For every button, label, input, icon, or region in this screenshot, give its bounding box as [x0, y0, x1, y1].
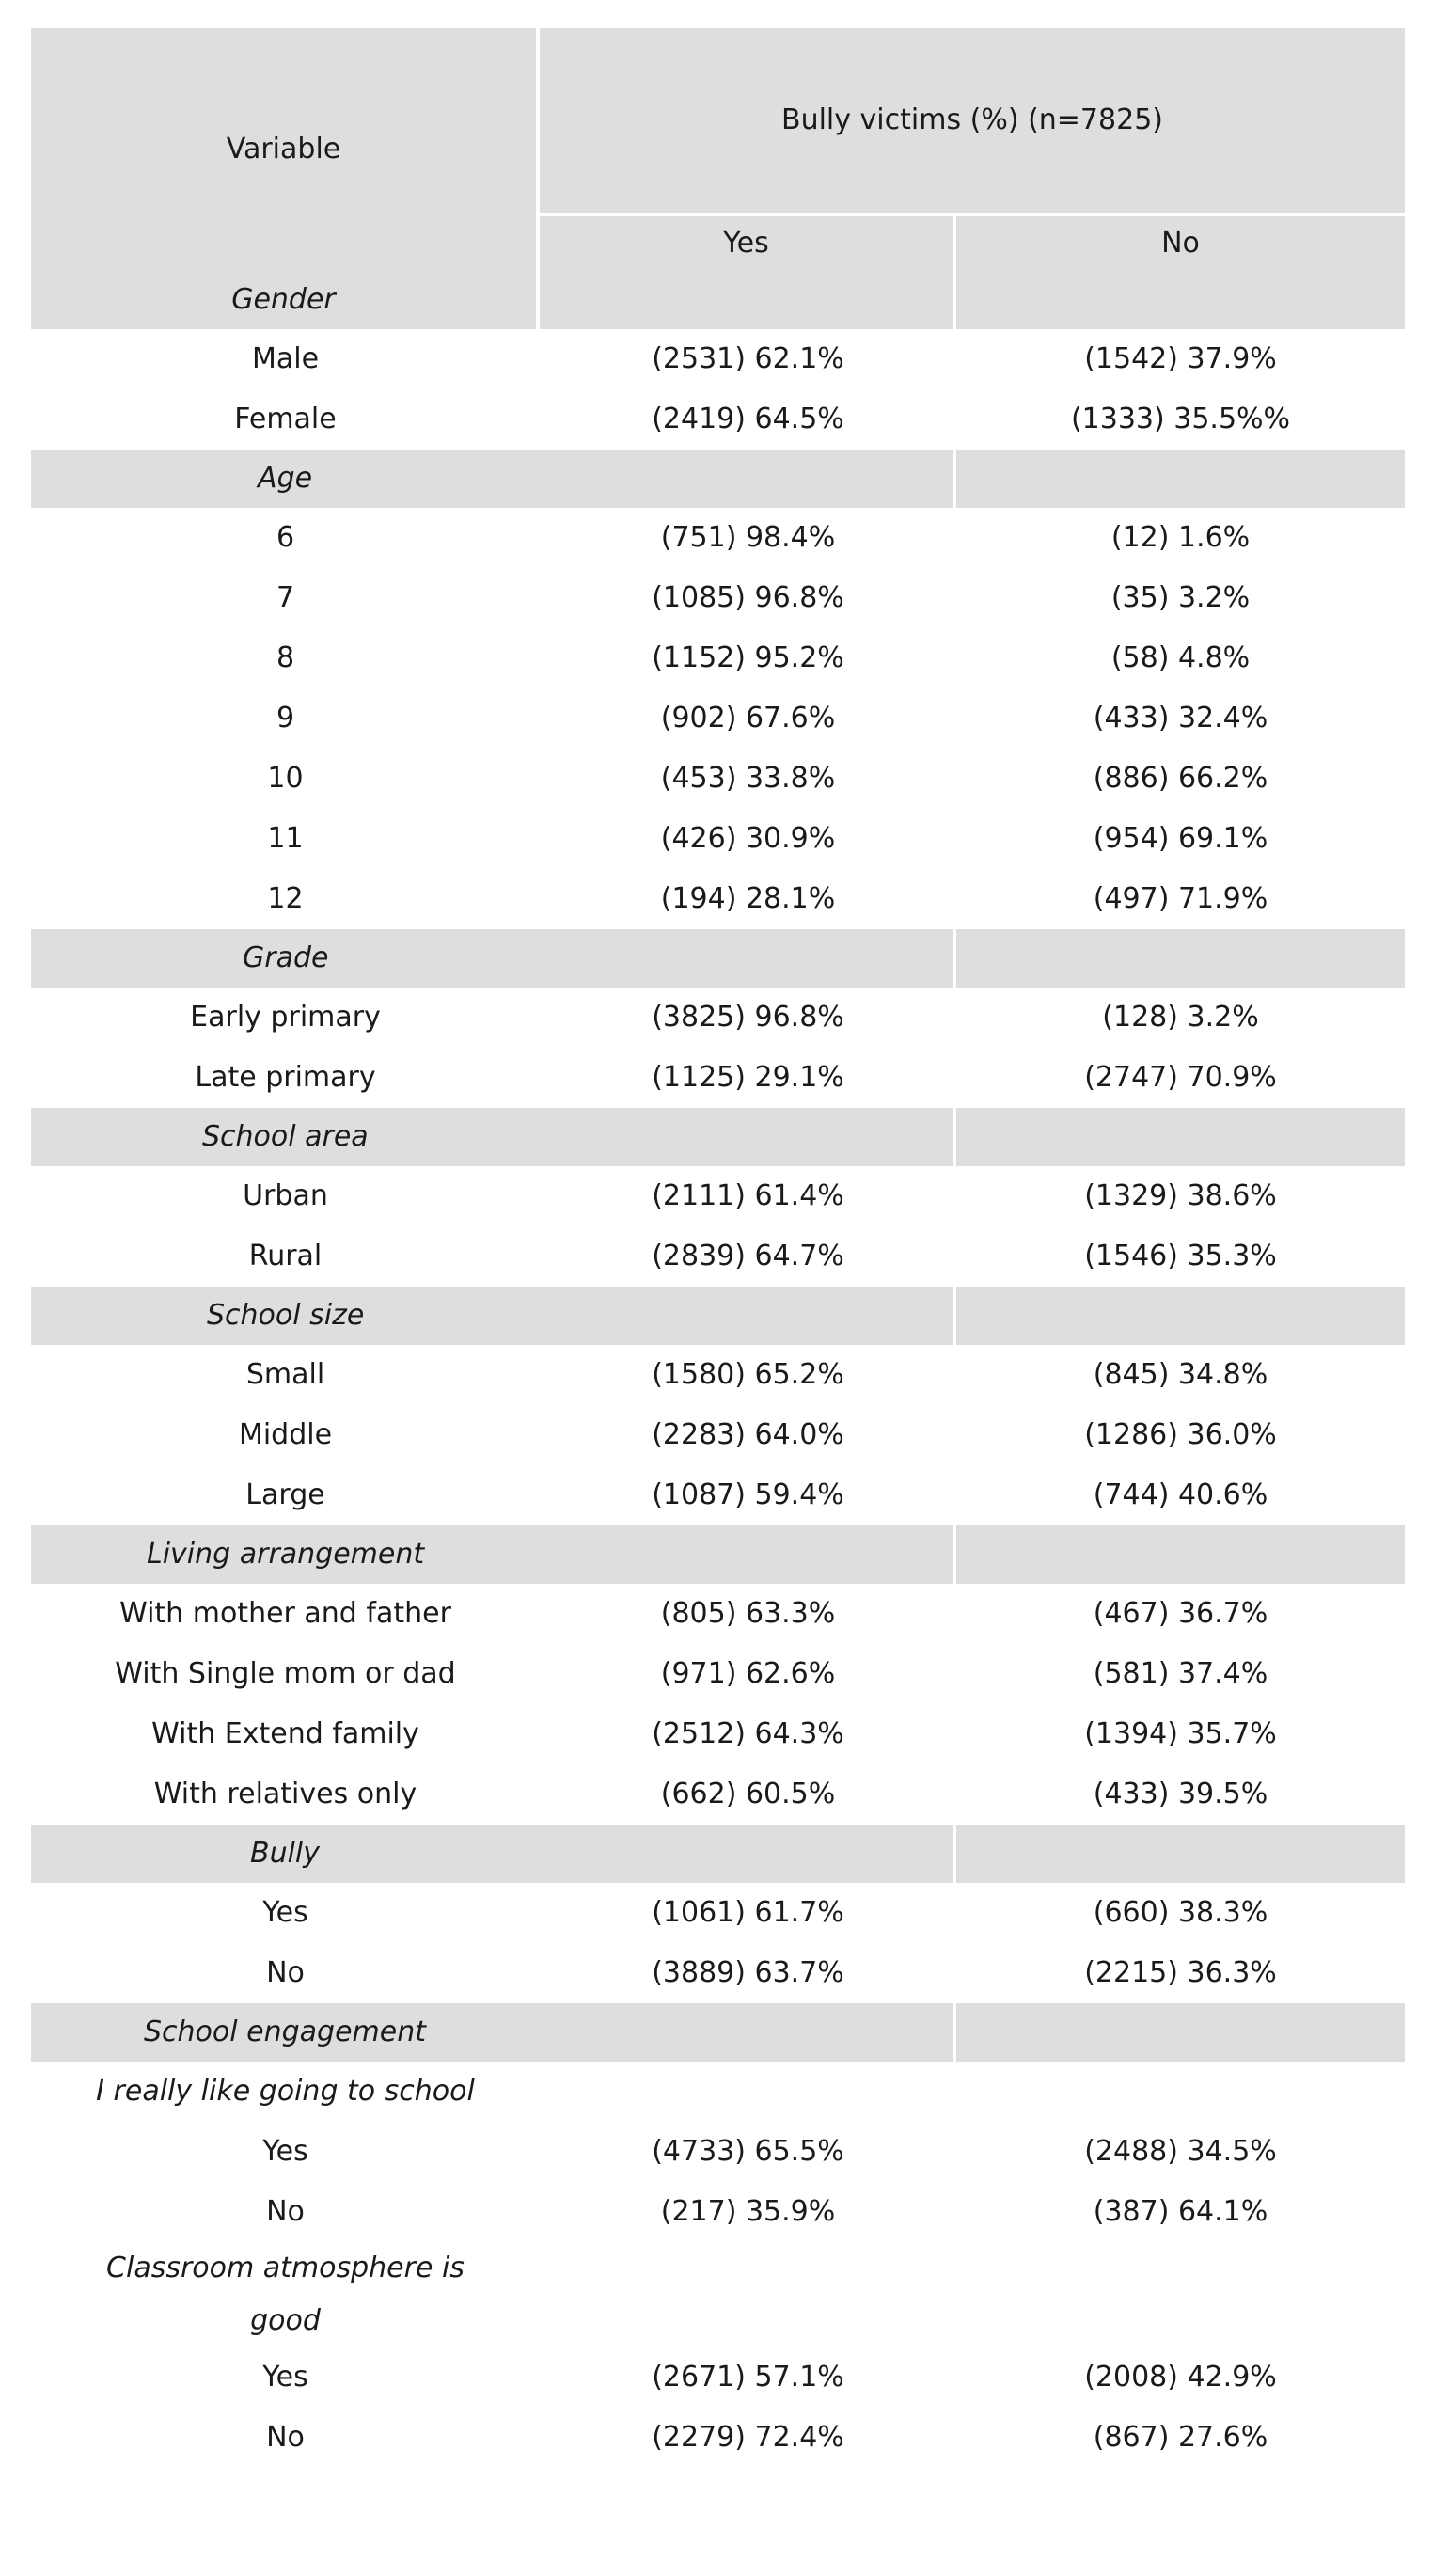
table-row	[31, 628, 1405, 688]
table-row	[31, 1704, 1405, 1764]
table-row	[31, 988, 1405, 1048]
table-row	[31, 1166, 1405, 1226]
subquestion-yes-blank	[540, 2062, 956, 2122]
yes-value: (2279) 72.4%	[652, 2421, 844, 2455]
section-header-row	[31, 1287, 1405, 1345]
section-header-row	[31, 1108, 1405, 1166]
subquestion-rows	[31, 2347, 1405, 2468]
section-title: Age	[31, 450, 956, 508]
section-blank-no	[956, 450, 1405, 508]
row-label: 10	[267, 762, 304, 796]
row-label: Early primary	[190, 1001, 381, 1035]
no-value: (867) 27.6%	[1093, 2421, 1268, 2455]
yes-value: (1085) 96.8%	[652, 581, 844, 615]
yes-value: (1061) 61.7%	[652, 1896, 844, 1930]
subquestion-label-line1: Classroom atmosphere is	[106, 2252, 465, 2284]
row-label: Large	[245, 1478, 325, 1512]
yes-value: (2111) 61.4%	[652, 1179, 844, 1213]
no-value: (2488) 34.5%	[1084, 2135, 1277, 2169]
row-label: With relatives only	[153, 1778, 417, 1811]
no-value: (497) 71.9%	[1093, 882, 1268, 916]
yes-value: (194) 28.1%	[660, 882, 836, 916]
yes-value: (1152) 95.2%	[652, 641, 844, 675]
subquestion-no-blank	[956, 2242, 1405, 2347]
no-value: (581) 37.4%	[1093, 1657, 1268, 1691]
table-row	[31, 869, 1405, 929]
table-row	[31, 1584, 1405, 1644]
yes-value: (2839) 64.7%	[652, 1240, 844, 1273]
bully-victims-header: Bully victims (%) (n=7825)	[540, 28, 1405, 216]
no-value: (1286) 36.0%	[1084, 1418, 1277, 1452]
no-value: (58) 4.8%	[1110, 641, 1251, 675]
no-value: (1394) 35.7%	[1084, 1717, 1277, 1751]
table-row	[31, 1764, 1405, 1825]
subquestion-label	[31, 2242, 540, 2347]
section-title: Bully	[31, 1825, 956, 1883]
yes-value: (453) 33.8%	[660, 762, 836, 796]
no-value: (886) 66.2%	[1093, 762, 1268, 796]
section-header-row	[31, 1525, 1405, 1584]
yes-header: Yes	[540, 216, 956, 271]
row-label: Male	[251, 342, 320, 376]
section-title: School area	[31, 1108, 956, 1166]
row-label: 7	[276, 581, 295, 615]
yes-value: (4733) 65.5%	[652, 2135, 844, 2169]
table-row	[31, 749, 1405, 809]
section-blank-no	[956, 271, 1405, 329]
subquestion-row	[31, 2242, 1405, 2347]
no-value: (2747) 70.9%	[1084, 1061, 1277, 1095]
yes-value: (662) 60.5%	[660, 1778, 836, 1811]
no-value: (1329) 38.6%	[1084, 1179, 1277, 1213]
yes-value: (1580) 65.2%	[652, 1358, 844, 1392]
yes-value: (217) 35.9%	[660, 2195, 836, 2229]
row-label: Yes	[262, 1896, 308, 1930]
subheader-row	[540, 216, 1405, 271]
row-label: No	[266, 2421, 305, 2455]
no-header: No	[956, 216, 1405, 271]
section-header-row	[31, 450, 1405, 508]
row-label: 9	[276, 702, 295, 735]
row-label: Small	[245, 1358, 325, 1392]
table-row	[31, 1943, 1405, 2003]
no-value: (35) 3.2%	[1110, 581, 1251, 615]
no-value: (387) 64.1%	[1093, 2195, 1268, 2229]
table-row	[31, 809, 1405, 869]
no-value: (2008) 42.9%	[1084, 2361, 1277, 2394]
yes-value: (2512) 64.3%	[652, 1717, 844, 1751]
section-title: School engagement	[31, 2003, 956, 2062]
no-value: (1542) 37.9%	[1084, 342, 1277, 376]
yes-value: (2531) 62.1%	[652, 342, 844, 376]
no-value: (744) 40.6%	[1093, 1478, 1268, 1512]
row-label: 11	[267, 822, 304, 856]
row-label: 8	[276, 641, 295, 675]
no-value: (1546) 35.3%	[1084, 1240, 1277, 1273]
subquestion-label: I really like going to school	[96, 2075, 475, 2109]
section-blank-no	[956, 1825, 1405, 1883]
row-label: With mother and father	[119, 1597, 451, 1631]
section-blank-no	[956, 929, 1405, 988]
table-row	[31, 1883, 1405, 1943]
section-title: School size	[31, 1287, 956, 1345]
table-row	[31, 1405, 1405, 1465]
table-row	[31, 1226, 1405, 1287]
row-label: With Single mom or dad	[115, 1657, 456, 1691]
table-row	[31, 329, 1405, 389]
section-blank-no	[956, 1108, 1405, 1166]
section-header-row	[31, 929, 1405, 988]
subquestion-yes-blank	[540, 2242, 956, 2347]
no-value: (1333) 35.5%%	[1070, 403, 1291, 436]
data-table	[31, 28, 1405, 2468]
table-header	[31, 28, 1405, 271]
subquestion-rows	[31, 2122, 1405, 2242]
no-value: (433) 32.4%	[1093, 702, 1268, 735]
yes-value: (971) 62.6%	[660, 1657, 836, 1691]
subquestion-no-blank	[956, 2062, 1405, 2122]
section-blank-no	[956, 1287, 1405, 1345]
table-row	[31, 688, 1405, 749]
no-value: (954) 69.1%	[1093, 822, 1268, 856]
no-value: (128) 3.2%	[1102, 1001, 1259, 1035]
row-label: Yes	[262, 2361, 308, 2394]
table-row	[31, 389, 1405, 450]
yes-value: (2671) 57.1%	[652, 2361, 844, 2394]
subquestion-label-line2: good	[250, 2304, 321, 2337]
no-value: (12) 1.6%	[1110, 521, 1251, 555]
section-title: Gender	[31, 271, 540, 329]
no-value: (660) 38.3%	[1093, 1896, 1268, 1930]
yes-value: (751) 98.4%	[660, 521, 836, 555]
no-value: (845) 34.8%	[1093, 1358, 1268, 1392]
yes-value: (426) 30.9%	[660, 822, 836, 856]
section-blank-yes	[540, 271, 956, 329]
row-label: Late primary	[195, 1061, 376, 1095]
table-row	[31, 2122, 1405, 2182]
yes-value: (1125) 29.1%	[652, 1061, 844, 1095]
row-label: No	[266, 1956, 305, 1990]
table-row	[31, 2408, 1405, 2468]
section-title: Living arrangement	[31, 1525, 956, 1584]
subquestion-row	[31, 2062, 1405, 2122]
yes-value: (2283) 64.0%	[652, 1418, 844, 1452]
table-row	[31, 1644, 1405, 1704]
row-label: 12	[267, 882, 304, 916]
yes-value: (902) 67.6%	[660, 702, 836, 735]
row-label: Female	[234, 403, 337, 436]
section-header-row	[31, 271, 1405, 329]
section-blank-no	[956, 1525, 1405, 1584]
yes-value: (1087) 59.4%	[652, 1478, 844, 1512]
variable-header: Variable	[31, 28, 540, 271]
table-row	[31, 1465, 1405, 1525]
section-header-row	[31, 2003, 1405, 2062]
section-title: Grade	[31, 929, 956, 988]
table-row	[31, 1345, 1405, 1405]
yes-value: (2419) 64.5%	[652, 403, 844, 436]
section-blank-no	[956, 2003, 1405, 2062]
section-header-row	[31, 1825, 1405, 1883]
yes-value: (3825) 96.8%	[652, 1001, 844, 1035]
no-value: (2215) 36.3%	[1084, 1956, 1277, 1990]
no-value: (433) 39.5%	[1093, 1778, 1268, 1811]
row-label: Rural	[248, 1240, 323, 1273]
table-row	[31, 2182, 1405, 2242]
yes-value: (3889) 63.7%	[652, 1956, 844, 1990]
row-label: 6	[276, 521, 295, 555]
row-label: No	[266, 2195, 305, 2229]
table-row	[31, 568, 1405, 628]
table-row	[31, 1048, 1405, 1108]
no-value: (467) 36.7%	[1093, 1597, 1268, 1631]
table-row	[31, 2347, 1405, 2408]
row-label: Urban	[243, 1179, 328, 1213]
group-header-stack	[540, 28, 1405, 271]
yes-value: (805) 63.3%	[660, 1597, 836, 1631]
table-row	[31, 508, 1405, 568]
row-label: Middle	[238, 1418, 333, 1452]
table-body	[31, 271, 1405, 2062]
row-label: Yes	[262, 2135, 308, 2169]
row-label: With Extend family	[151, 1717, 419, 1751]
